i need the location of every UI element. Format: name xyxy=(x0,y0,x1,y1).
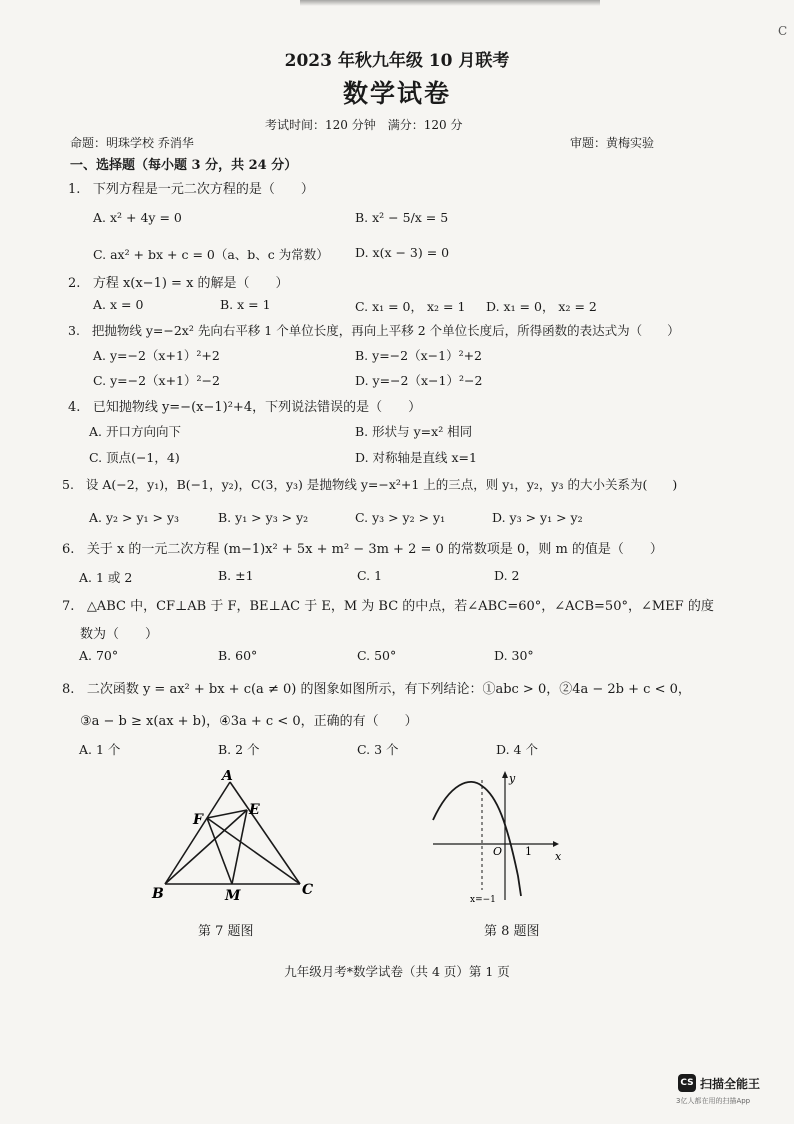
label-a: A xyxy=(222,770,233,784)
reviewer: 审题：黄梅实验 xyxy=(570,136,655,150)
option-c: C. ax² + bx + c = 0（a、b、c 为常数） xyxy=(93,247,329,262)
option-d: D. 4 个 xyxy=(496,742,538,757)
camscanner-tagline: 3亿人都在用的扫描App xyxy=(676,1097,751,1105)
question-8-continued: ③a − b ≥ x(ax + b)，④3a + c < 0，正确的有（ ） xyxy=(80,714,418,729)
exam-info: 考试时间：120 分钟 满分：120 分 xyxy=(265,118,463,132)
option-d: D. 对称轴是直线 x=1 xyxy=(355,450,477,465)
label-x: x xyxy=(555,850,562,863)
option-d: D. 30° xyxy=(494,648,534,663)
question-text: 关于 x 的一元二次方程 (m−1)x² + 5x + m² − 3m + 2 = 0 的常数项是 0，则 m 的值是（ ） xyxy=(86,542,663,557)
question-text: 设 A(−2，y₁)，B(−1，y₂)，C(3，y₃) 是抛物线 y=−x²+1 上的三点，则 y₁，y₂，y₃ 的大小关系为( ) xyxy=(85,477,678,492)
camscanner-name: 扫描全能王 xyxy=(700,1077,761,1091)
label-f: F xyxy=(193,812,203,828)
option-c: C. 50° xyxy=(357,648,397,663)
author: 命题：明珠学校 乔消华 xyxy=(70,136,194,150)
option-c: C. 1 xyxy=(357,568,383,583)
option-d: D. 2 xyxy=(494,568,520,583)
camscanner-logo: CS xyxy=(678,1074,696,1092)
page-footer: 九年级月考*数学试卷（共 4 页）第 1 页 xyxy=(284,964,510,979)
option-b: B. 60° xyxy=(218,648,258,663)
exam-title: 2023 年秋九年级 10 月联考 xyxy=(284,51,510,71)
option-d: D. y₃ > y₁ > y₂ xyxy=(492,510,583,525)
option-a: A. 开口方向向下 xyxy=(89,424,181,439)
question-text: 方程 x(x−1) = x 的解是（ ） xyxy=(92,276,289,291)
option-a: A. x² + 4y = 0 xyxy=(93,210,182,225)
question-3 xyxy=(68,321,680,339)
question-text: 下列方程是一元二次方程的是（ ） xyxy=(92,182,314,197)
question-5 xyxy=(62,475,677,493)
figure-7-triangle xyxy=(140,770,340,905)
question-number: 1. xyxy=(68,182,81,197)
label-one: 1 xyxy=(525,845,532,858)
question-8 xyxy=(62,678,691,697)
question-6 xyxy=(62,538,663,557)
label-y: y xyxy=(509,772,516,785)
option-d: D. y=−2（x−1）²−2 xyxy=(355,373,483,388)
question-2 xyxy=(68,272,289,291)
question-number: 6. xyxy=(62,542,75,557)
label-origin: O xyxy=(493,845,503,858)
option-b: B. y=−2（x−1）²+2 xyxy=(355,348,483,363)
option-a: A. y₂ > y₁ > y₃ xyxy=(89,510,180,525)
option-b: B. y₁ > y₃ > y₂ xyxy=(218,510,309,525)
question-number: 8. xyxy=(62,682,75,697)
option-b: B. x² − 5/x = 5 xyxy=(355,210,449,225)
question-text: △ABC 中，CF⊥AB 于 F，BE⊥AC 于 E，M 为 BC 的中点，若∠ABC=60°，∠ACB=50°，∠MEF 的度 xyxy=(86,599,714,614)
label-m: M xyxy=(225,888,241,904)
option-c: C. y=−2（x+1）²−2 xyxy=(93,373,220,388)
option-a: A. 1 个 xyxy=(79,742,121,757)
scan-edge-shadow xyxy=(300,0,600,6)
parabola-curve xyxy=(433,782,521,896)
question-number: 4. xyxy=(68,400,81,415)
side-ab xyxy=(165,782,230,884)
label-axis-line: x=−1 xyxy=(470,895,496,905)
question-number: 2. xyxy=(68,276,81,291)
question-4 xyxy=(68,396,421,415)
question-number: 7. xyxy=(62,599,75,614)
question-7-continued: 数为（ ） xyxy=(80,627,159,642)
option-d: D. x(x − 3) = 0 xyxy=(355,245,450,260)
question-text: 二次函数 y = ax² + bx + c(a ≠ 0) 的图象如图所示，有下列结论：①abc > 0，②4a − 2b + c < 0， xyxy=(86,682,691,697)
option-a: A. x = 0 xyxy=(93,297,144,312)
label-c: C xyxy=(302,882,314,898)
option-c: C. 3 个 xyxy=(357,742,399,757)
paper-title: 数学试卷 xyxy=(342,79,451,108)
question-number: 3. xyxy=(68,323,80,338)
option-b: B. 2 个 xyxy=(218,742,260,757)
segment-fe xyxy=(207,810,247,818)
y-axis-arrow xyxy=(502,771,508,778)
label-b: B xyxy=(152,886,164,902)
option-c: C. y₃ > y₂ > y₁ xyxy=(355,510,446,525)
label-e: E xyxy=(249,802,260,818)
option-c: C. x₁ = 0， x₂ = 1 xyxy=(355,299,466,314)
option-d: D. x₁ = 0， x₂ = 2 xyxy=(486,299,597,314)
option-b: B. ±1 xyxy=(218,568,254,583)
option-c: C. 顶点(−1，4) xyxy=(89,450,180,465)
option-a: A. y=−2（x+1）²+2 xyxy=(93,348,220,363)
option-b: B. x = 1 xyxy=(220,297,271,312)
option-b: B. 形状与 y=x² 相同 xyxy=(355,424,473,439)
figure-8-caption: 第 8 题图 xyxy=(484,924,540,939)
figure-8-parabola xyxy=(425,768,565,908)
figure-7-caption: 第 7 题图 xyxy=(198,924,254,939)
x-axis-arrow xyxy=(553,841,559,847)
corner-mark: C xyxy=(778,24,788,38)
question-text: 已知抛物线 y=−(x−1)²+4，下列说法错误的是（ ） xyxy=(92,400,422,415)
question-7 xyxy=(62,595,714,614)
segment-cf xyxy=(207,818,300,884)
question-text: 把抛物线 y=−2x² 先向右平移 1 个单位长度，再向上平移 2 个单位长度后，所得函数的表达式为（ ） xyxy=(91,323,680,338)
question-number: 5. xyxy=(62,477,74,492)
question-1 xyxy=(68,178,314,197)
section-title: 一、选择题（每小题 3 分，共 24 分） xyxy=(70,158,298,173)
option-a: A. 1 或 2 xyxy=(79,570,133,585)
side-ac xyxy=(230,782,300,884)
option-a: A. 70° xyxy=(79,648,119,663)
